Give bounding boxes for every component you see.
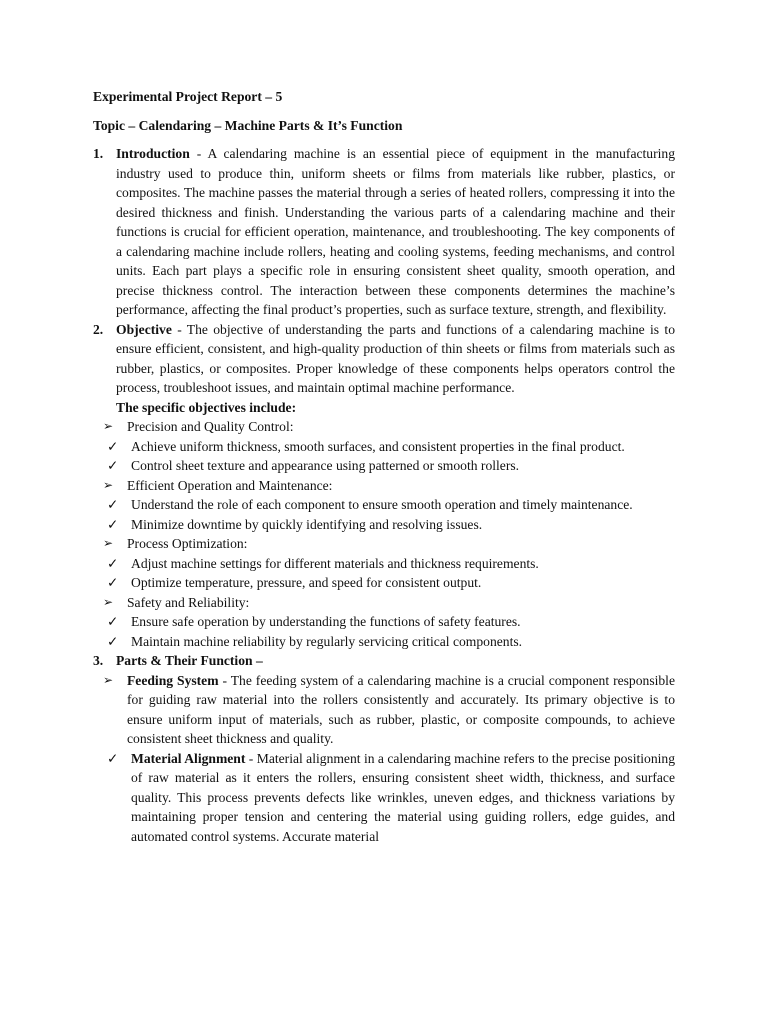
feeding-system-label: Feeding System xyxy=(127,672,219,688)
arrow-bullet-icon: ➢ xyxy=(103,594,114,609)
check-bullet-icon: ✓ xyxy=(107,575,119,590)
objective-item xyxy=(107,456,675,476)
material-alignment-label: Material Alignment xyxy=(131,750,246,766)
introduction-heading: Introduction xyxy=(116,146,190,161)
document-content xyxy=(93,87,675,846)
objective-group xyxy=(103,534,675,554)
objective-item-text: Maintain machine reliability by regularly servicing critical components. xyxy=(131,633,523,649)
objective-group xyxy=(103,593,675,613)
objective-item xyxy=(107,632,675,652)
objective-item-text: Minimize downtime by quickly identifying and resolving issues. xyxy=(131,516,483,532)
objective-group-label: Safety and Reliability: xyxy=(127,594,250,610)
objective-item-text: Understand the role of each component to ensure smooth operation and timely maintenance. xyxy=(131,497,633,512)
objective-item xyxy=(107,573,675,593)
arrow-bullet-icon: ➢ xyxy=(103,477,114,492)
objectives-subheading: The specific objectives include: xyxy=(116,399,297,415)
objective-group-label: Process Optimization: xyxy=(127,536,248,551)
objective-group xyxy=(103,417,675,437)
objectives-list xyxy=(93,417,675,651)
check-bullet-icon: ✓ xyxy=(107,633,119,649)
introduction-paragraph xyxy=(116,144,675,320)
check-bullet-icon: ✓ xyxy=(107,438,119,454)
material-alignment-entry xyxy=(107,749,675,847)
report-topic: Topic – Calendaring – Machine Parts & It’s Function xyxy=(93,117,403,133)
section-parts xyxy=(93,651,675,671)
objective-group-label: Precision and Quality Control: xyxy=(127,419,294,434)
objective-group-label: Efficient Operation and Maintenance: xyxy=(127,477,333,493)
section-number: 2. xyxy=(93,321,104,337)
check-bullet-icon: ✓ xyxy=(107,555,119,571)
check-bullet-icon: ✓ xyxy=(107,516,119,532)
arrow-bullet-icon: ➢ xyxy=(103,672,114,687)
feeding-system-paragraph xyxy=(127,671,675,749)
section-objective xyxy=(93,320,675,418)
objective-paragraph xyxy=(116,320,675,398)
objective-text: - The objective of understanding the parts and functions of a calendaring machine is to ensure efficient, consistent, and high-quality production of thin sheets or films from materials such as rubber, plastics, or composites. Proper knowledge of these components helps operators control the process, troubleshoot issues, and maintain optimal machine performance. xyxy=(116,321,675,395)
feeding-system-text: - The feeding system of a calendaring machine is a crucial component responsible for guiding raw material into the rollers consistently and accurately. Its primary objective is to ensure uniform input of materials, such as rubber, plastic, or composite compounds, to achieve consistent sheet thickness and quality. xyxy=(127,672,675,746)
check-bullet-icon: ✓ xyxy=(107,614,119,629)
objective-item-text: Optimize temperature, pressure, and speed for consistent output. xyxy=(131,575,482,590)
report-title: Experimental Project Report – 5 xyxy=(93,89,283,104)
objective-item-text: Adjust machine settings for different materials and thickness requirements. xyxy=(131,555,539,571)
material-alignment-text: - Material alignment in a calendaring machine refers to the precise positioning of raw material as it enters the rollers, ensuring consistent sheet width, thickness, and surface quality. This process prevents defects like wrinkles, uneven edges, and thickness variations by maintaining proper tension and centering the material using guiding rollers, edge guides, and automated control systems. Accurate material xyxy=(131,750,675,844)
arrow-bullet-icon: ➢ xyxy=(103,536,114,550)
check-bullet-icon: ✓ xyxy=(107,458,119,473)
section-number: 1. xyxy=(93,146,104,161)
objective-heading: Objective xyxy=(116,321,172,337)
arrow-bullet-icon: ➢ xyxy=(103,419,114,433)
introduction-text: - A calendaring machine is an essential piece of equipment in the manufacturing industry used to produce thin, uniform sheets or films from materials like rubber, plastics, or composites. The machine passes the material through a series of heated rollers, compressing it into the desired thickness and finish. Understanding the various parts of a calendaring machine and their functions is crucial for efficient operation, maintenance, and troubleshooting. The key components of a calendaring machine include rollers, heating and cooling systems, feeding mechanisms, and control units. Each part plays a specific role in ensuring consistent sheet quality, smooth operation, and precise thickness control. The interaction between these components determines the machine’s performance, affecting the final product’s properties, such as surface texture, strength, and flexibility. xyxy=(116,146,675,317)
objective-item xyxy=(107,515,675,535)
objective-item xyxy=(107,554,675,574)
feeding-system-entry xyxy=(103,671,675,749)
parts-heading: Parts & Their Function – xyxy=(116,653,263,668)
section-number: 3. xyxy=(93,653,104,668)
objective-item xyxy=(107,437,675,457)
section-introduction xyxy=(93,144,675,320)
material-alignment-paragraph xyxy=(131,749,675,847)
objective-item-text: Achieve uniform thickness, smooth surfaces, and consistent properties in the final product. xyxy=(131,438,625,454)
objective-group xyxy=(103,476,675,496)
check-bullet-icon: ✓ xyxy=(107,497,119,512)
check-bullet-icon: ✓ xyxy=(107,750,119,766)
objective-item-text: Ensure safe operation by understanding the functions of safety features. xyxy=(131,614,521,629)
objective-item xyxy=(107,495,675,515)
objective-item-text: Control sheet texture and appearance using patterned or smooth rollers. xyxy=(131,458,520,473)
parts-list xyxy=(93,671,675,847)
objective-item xyxy=(107,612,675,632)
